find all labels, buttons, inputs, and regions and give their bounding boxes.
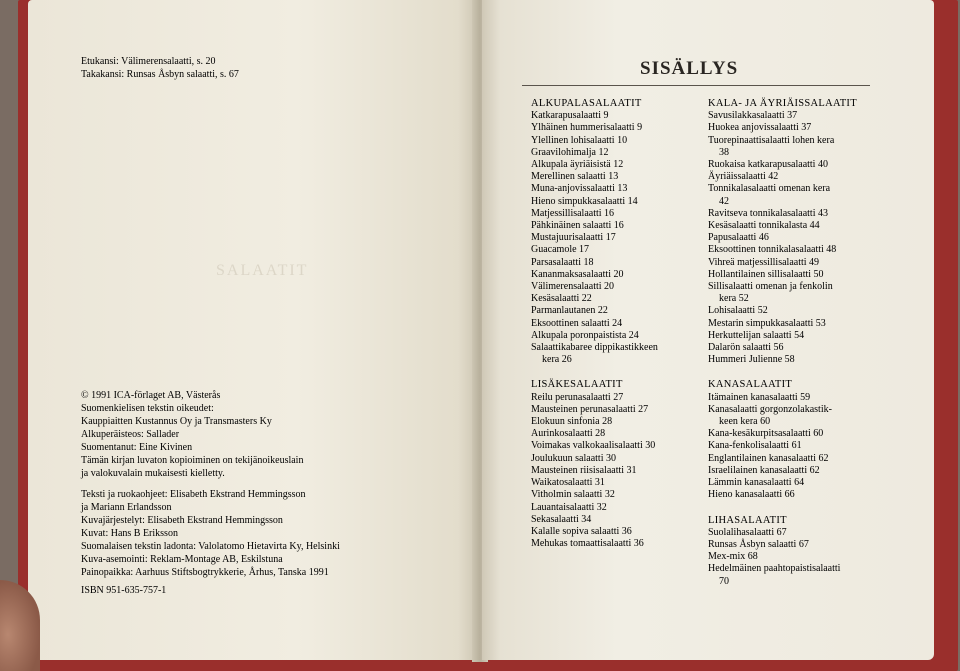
- contents-entry: Englantilainen kanasalaatti 62: [708, 452, 829, 464]
- credits-block: [81, 488, 340, 579]
- credit-line: Suomalaisen tekstin ladonta: Valolatomo Hietavirta Ky, Helsinki: [81, 541, 340, 552]
- contents-entry: Mehukas tomaattisalaatti 36: [531, 538, 644, 550]
- contents-entry: Mex-mix 68: [708, 551, 758, 563]
- contents-section: [708, 98, 880, 366]
- contents-entry: Aurinkosalaatti 28: [531, 428, 606, 440]
- contents-entry: Pähkinäinen salaatti 16: [531, 220, 624, 232]
- copyright-line: Suomenkielisen tekstin oikeudet:: [81, 403, 214, 414]
- contents-entry: Eksoottinen tonnikalasalaatti 48: [708, 244, 837, 256]
- contents-entry: Vitholmin salaatti 32: [531, 489, 615, 501]
- contents-section: [708, 379, 880, 501]
- contents-section: [531, 379, 703, 550]
- contents-entry: Itämainen kanasalaatti 59: [708, 391, 811, 403]
- contents-entry: Joulukuun salaatti 30: [531, 452, 616, 464]
- section-heading: LISÄKESALAATIT: [531, 379, 623, 391]
- isbn-text: ISBN 951-635-757-1: [81, 585, 167, 596]
- contents-entry: Sekasalaatti 34: [531, 513, 592, 525]
- copyright-line: Suomentanut: Eine Kivinen: [81, 442, 193, 453]
- contents-entry: Dalarön salaatti 56: [708, 342, 784, 354]
- contents-section: [708, 515, 880, 588]
- contents-entry: Herkuttelijan salaatti 54: [708, 329, 805, 341]
- contents-entry: Kananmaksasalaatti 20: [531, 268, 624, 280]
- contents-entry: Kesäsalaatti tonnikalasta 44: [708, 220, 820, 232]
- credit-line: Kuva-asemointi: Reklam-Montage AB, Eskilstuna: [81, 554, 283, 565]
- contents-section: [531, 98, 703, 366]
- contents-entry: Hollantilainen sillisalaatti 50: [708, 268, 824, 280]
- contents-entry: Alkupala äyriäisistä 12: [531, 159, 624, 171]
- contents-entry: 42: [719, 195, 729, 207]
- contents-entry: 70: [719, 575, 729, 587]
- contents-entry: Kana-fenkolisalaatti 61: [708, 440, 802, 452]
- contents-entry: Voimakas valkokaalisalaatti 30: [531, 440, 656, 452]
- contents-entry: Israelilainen kanasalaatti 62: [708, 464, 820, 476]
- contents-entry: Hieno simpukkasalaatti 14: [531, 195, 638, 207]
- section-heading: KALA- JA ÄYRIÄISSALAATIT: [708, 98, 857, 109]
- contents-entry: 38: [719, 146, 729, 158]
- contents-entry: Katkarapusalaatti 9: [531, 110, 609, 122]
- contents-entry: Välimerensalaatti 20: [531, 281, 615, 293]
- contents-entry: Mausteinen riisisalaatti 31: [531, 464, 637, 476]
- contents-entry: Lämmin kanasalaatti 64: [708, 477, 805, 489]
- contents-entry: Elokuun sinfonia 28: [531, 416, 613, 428]
- cover-credit-line: Takakansi: Runsas Åsbyn salaatti, s. 67: [81, 69, 239, 80]
- contents-entry: Runsas Åsbyn salaatti 67: [708, 538, 809, 550]
- contents-entry: Sillisalaatti omenan ja fenkolin: [708, 281, 833, 293]
- contents-entry: Parsasalaatti 18: [531, 256, 594, 268]
- contents-entry: Hieno kanasalaatti 66: [708, 489, 795, 501]
- credit-line: Painopaikka: Aarhuus Stiftsbogtrykkerie, Århus, Tanska 1991: [81, 567, 329, 578]
- contents-entry: Salaattikabaree dippikastikkeen: [531, 342, 658, 354]
- copyright-line: Alkuperäisteos: Sallader: [81, 429, 180, 440]
- contents-entry: Kanasalaatti gorgonzolakastik-: [708, 403, 832, 415]
- contents-entry: Tuorepinaattisalaatti lohen kera: [708, 134, 835, 146]
- faint-show-through-title: SALAATIT: [216, 262, 309, 279]
- contents-entry: Huokea anjovissalaatti 37: [708, 122, 812, 134]
- contents-entry: Muna-anjovissalaatti 13: [531, 183, 628, 195]
- contents-entry: Reilu perunasalaatti 27: [531, 391, 624, 403]
- section-heading: LIHASALAATIT: [708, 514, 787, 526]
- contents-entry: kera 52: [719, 293, 749, 305]
- contents-entry: Matjessillisalaatti 16: [531, 207, 615, 219]
- contents-entry: Lohisalaatti 52: [708, 305, 768, 317]
- contents-entry: Kalalle sopiva salaatti 36: [531, 525, 632, 537]
- contents-entry: Ylellinen lohisalaatti 10: [531, 134, 628, 146]
- contents-entry: Waikatosalaatti 31: [531, 477, 605, 489]
- contents-entry: Papusalaatti 46: [708, 232, 769, 244]
- cover-credits: [81, 55, 239, 81]
- contents-entry: Ruokaisa katkarapusalaatti 40: [708, 159, 828, 171]
- title-rule: [522, 85, 870, 86]
- contents-entry: Parmanlautanen 22: [531, 305, 608, 317]
- contents-entry: Alkupala poronpaistista 24: [531, 329, 639, 341]
- copyright-line: Tämän kirjan luvaton kopioiminen on tekijänoikeuslain: [81, 455, 304, 466]
- contents-entry: Guacamole 17: [531, 244, 590, 256]
- contents-entry: Hedelmäinen paahtopaistisalaatti: [708, 563, 841, 575]
- copyright-line: © 1991 ICA-förlaget AB, Västerås: [81, 390, 221, 401]
- contents-entry: Mausteinen perunasalaatti 27: [531, 403, 649, 415]
- cover-credit-line: Etukansi: Välimerensalaatti, s. 20: [81, 56, 216, 67]
- copyright-line: Kauppiaitten Kustannus Oy ja Transmasters Ky: [81, 416, 272, 427]
- copyright-block: [81, 389, 303, 480]
- contents-entry: kera 26: [542, 354, 572, 366]
- contents-entry: Mustajuurisalaatti 17: [531, 232, 616, 244]
- contents-entry: Ravitseva tonnikalasalaatti 43: [708, 207, 828, 219]
- contents-entry: Graavilohimalja 12: [531, 146, 609, 158]
- contents-title: SISÄLLYS: [640, 58, 739, 79]
- isbn: [81, 584, 166, 597]
- copyright-line: ja valokuvalain mukaisesti kielletty.: [81, 468, 225, 479]
- credit-line: Kuvajärjestelyt: Elisabeth Ekstrand Hemmingsson: [81, 515, 283, 526]
- contents-entry: Merellinen salaatti 13: [531, 171, 619, 183]
- credit-line: Kuvat: Hans B Eriksson: [81, 528, 178, 539]
- contents-column-left: [531, 98, 703, 563]
- credit-line: ja Mariann Erlandsson: [81, 502, 172, 513]
- credit-line: Teksti ja ruokaohjeet: Elisabeth Ekstrand Hemmingsson: [81, 489, 306, 500]
- contents-entry: Mestarin simpukkasalaatti 53: [708, 317, 826, 329]
- contents-entry: Äyriäissalaatti 42: [708, 171, 779, 183]
- contents-entry: Kana-kesäkurpitsasalaatti 60: [708, 428, 824, 440]
- contents-entry: Tonnikalasalaatti omenan kera: [708, 183, 831, 195]
- contents-entry: Eksoottinen salaatti 24: [531, 317, 623, 329]
- contents-entry: Lauantaisalaatti 32: [531, 501, 607, 513]
- contents-entry: keen kera 60: [719, 416, 771, 428]
- contents-entry: Hummeri Julienne 58: [708, 354, 795, 366]
- contents-entry: Kesäsalaatti 22: [531, 293, 592, 305]
- section-heading: ALKUPALASALAATIT: [531, 98, 642, 109]
- contents-entry: Ylhäinen hummerisalaatti 9: [531, 122, 643, 134]
- contents-entry: Suolalihasalaatti 67: [708, 526, 787, 538]
- section-heading: KANASALAATIT: [708, 379, 793, 391]
- contents-entry: Vihreä matjessillisalaatti 49: [708, 256, 820, 268]
- contents-column-right: [708, 98, 880, 601]
- contents-entry: Savusilakkasalaatti 37: [708, 110, 798, 122]
